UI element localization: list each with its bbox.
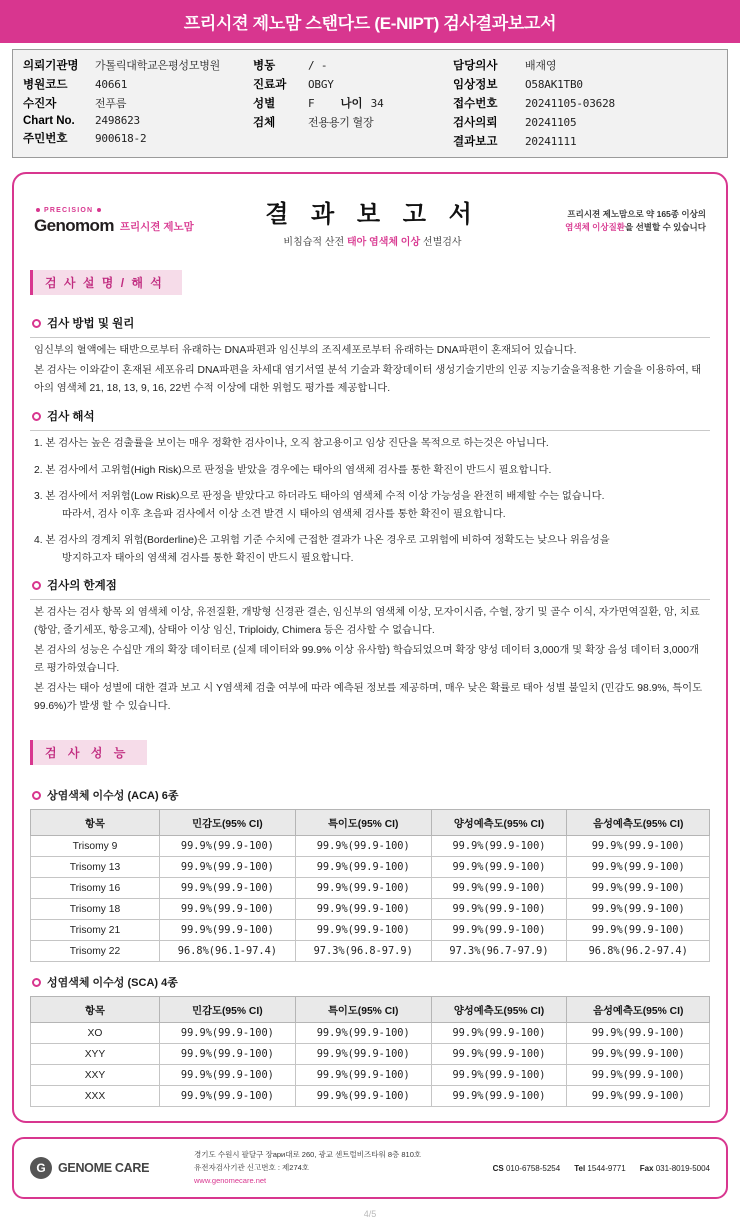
label-clinical-info: 임상정보 <box>453 79 498 91</box>
report-card-subtitle <box>224 233 521 248</box>
label-department: 진료과 <box>253 79 287 91</box>
cell-specificity: 97.3%(96.8-97.9) <box>295 941 431 962</box>
label-report-date: 결과보고 <box>453 136 498 148</box>
report-card-title-wrap <box>224 194 521 248</box>
list-item-continuation: 방지하고자 태아의 염색체 검사를 통한 확진이 반드시 필요합니다. <box>62 552 354 564</box>
column-header-ppv: 양성예측도(95% CI) <box>431 810 567 836</box>
value-chart-no: 2498623 <box>95 114 140 127</box>
cell-ppv: 99.9%(99.9-100) <box>431 1065 567 1086</box>
patient-info-box <box>12 49 728 158</box>
note-line-2 <box>521 221 706 234</box>
cell-item: XYY <box>31 1044 160 1065</box>
patient-info-column-3 <box>453 57 708 149</box>
column-header-npv: 음성예측도(95% CI) <box>567 997 710 1023</box>
cell-specificity: 99.9%(99.9-100) <box>295 920 431 941</box>
column-header-npv: 음성예측도(95% CI) <box>567 810 710 836</box>
cell-npv: 99.9%(99.9-100) <box>567 920 710 941</box>
dot-icon-left <box>36 208 40 212</box>
info-row-patient-name <box>23 95 253 111</box>
note-line-1 <box>521 208 706 221</box>
label-age: 나이 <box>340 98 363 110</box>
cell-item: Trisomy 18 <box>31 899 160 920</box>
value-specimen: 전용용기 혈장 <box>308 117 374 129</box>
note-line1-text: 으로 약 165종 이상의 <box>627 209 706 220</box>
subheading-method-label: 검사 방법 및 원리 <box>47 318 135 330</box>
contact-fax-label: Fax <box>639 1163 654 1173</box>
value-doctor: 배재영 <box>525 60 557 72</box>
table-row <box>31 920 710 941</box>
performance-table-aca <box>30 809 710 962</box>
limitations-paragraph-2: 본 검사의 성능은 수십만 개의 확장 데이터로 (실제 데이터와 99.9% 이상 유사함) 학습되었으며 확장 양성 데이터 3,000개 및 확장 음성 데이터 3,000개로 평가하였습니다. <box>34 645 699 675</box>
value-hospital-code: 40661 <box>95 78 128 91</box>
cell-ppv: 97.3%(96.7-97.9) <box>431 941 567 962</box>
footer-card <box>12 1137 728 1199</box>
label-hospital-code: 병원코드 <box>23 79 68 91</box>
limitations-paragraph-1: 본 검사는 검사 항목 외 염색체 이상, 유전질환, 개방형 신경관 결손, 임신부의 염색체 이상, 모자이시즘, 수혈, 장기 및 골수 이식, 자가면역질환, 암, 치료 (항암, 줄기세포, 항응고제), 삼태아 이상 임신, Triploidy, Chimera 등은 검사할 수 없습니다. <box>34 607 700 637</box>
column-header-item: 항목 <box>31 997 160 1023</box>
note-line2-text: 을 선별할 수 있습니다 <box>625 222 706 232</box>
subtitle-prefix: 비침습적 산전 <box>283 237 347 248</box>
label-sex: 성별 <box>253 98 276 110</box>
label-patient-name: 수진자 <box>23 98 57 110</box>
value-sex: F <box>308 97 315 110</box>
table-row <box>31 836 710 857</box>
ring-bullet-icon <box>32 319 41 328</box>
info-row-specimen <box>253 114 453 130</box>
list-item: 1. 본 검사는 높은 검출률을 보이는 매우 정확한 검사이나, 오직 참고용이고 임상 진단을 목적으로 하는것은 아닙니다. <box>34 438 549 450</box>
value-request-date: 20241105 <box>525 116 577 129</box>
brand-precision-line <box>36 207 224 214</box>
subheading-limitations <box>32 577 710 593</box>
cell-npv: 99.9%(99.9-100) <box>567 1044 710 1065</box>
cell-specificity: 99.9%(99.9-100) <box>295 1065 431 1086</box>
ring-bullet-icon <box>32 791 41 800</box>
list-item-text: 4. 본 검사의 경계치 위험(Borderline)은 고위험 기준 수치에 근접한 결과가 나온 경우로 고위험에 비하여 정확도는 낮으나 위음성을 <box>34 535 610 547</box>
cell-ppv: 99.9%(99.9-100) <box>431 1086 567 1107</box>
info-row-ward <box>253 57 453 73</box>
cell-ppv: 99.9%(99.9-100) <box>431 878 567 899</box>
contact-cs-value: 010-6758-5254 <box>505 1163 561 1173</box>
column-header-sensitivity: 민감도(95% CI) <box>160 810 296 836</box>
cell-npv: 99.9%(99.9-100) <box>567 878 710 899</box>
label-doctor: 담당의사 <box>453 60 498 72</box>
value-institution: 가톨릭대학교은평성모병원 <box>95 60 221 72</box>
cell-ppv: 99.9%(99.9-100) <box>431 920 567 941</box>
section-heading-explanation: 검 사 설 명 / 해 석 <box>30 270 182 295</box>
cell-specificity: 99.9%(99.9-100) <box>295 836 431 857</box>
list-item-text: 3. 본 검사에서 저위험(Low Risk)으로 판정을 받았다고 하더라도 태아의 염색체 수적 이상 가능성을 완전히 배제할 수는 없습니다. <box>34 491 605 503</box>
note-line2-highlight: 염색체 이상질환 <box>565 222 625 232</box>
label-chart-no: Chart No. <box>23 115 75 127</box>
cell-item: Trisomy 22 <box>31 941 160 962</box>
cell-item: Trisomy 16 <box>31 878 160 899</box>
cell-sensitivity: 99.9%(99.9-100) <box>160 836 296 857</box>
table-row <box>31 857 710 878</box>
table-header-row <box>31 997 710 1023</box>
page-number: 4/5 <box>363 1209 377 1220</box>
contact-fax-value: 031-8019-5004 <box>655 1163 710 1173</box>
website-link[interactable]: www.genomecare.net <box>194 1175 267 1185</box>
subtitle-highlight: 태아 염색체 이상 <box>346 237 421 248</box>
report-card <box>12 172 728 1123</box>
brand-block <box>34 207 224 236</box>
divider-limitations <box>30 599 710 600</box>
label-ward: 병동 <box>253 60 276 72</box>
info-row-doctor <box>453 57 708 73</box>
cell-item: XXX <box>31 1086 160 1107</box>
cell-npv: 99.9%(99.9-100) <box>567 836 710 857</box>
address-line-1: 경기도 수원시 팔달구 장ари대로 260, 광교 센트럴비즈타워 8층 810호 <box>194 1150 422 1160</box>
cell-item: XO <box>31 1023 160 1044</box>
cell-ppv: 99.9%(99.9-100) <box>431 1023 567 1044</box>
info-row-clinical-info <box>453 76 708 92</box>
cell-npv: 96.8%(96.2-97.4) <box>567 941 710 962</box>
info-row-institution <box>23 57 253 73</box>
genome-care-logo-text: GENOME CARE <box>58 1161 150 1176</box>
table-row <box>31 899 710 920</box>
ring-bullet-icon <box>32 978 41 987</box>
divider-method <box>30 337 710 338</box>
cell-item: Trisomy 13 <box>31 857 160 878</box>
divider-interpretation <box>30 430 710 431</box>
cell-sensitivity: 99.9%(99.9-100) <box>160 878 296 899</box>
cell-specificity: 99.9%(99.9-100) <box>295 1023 431 1044</box>
brand-name-kr: 프리시젼 제노맘 <box>119 220 194 233</box>
value-ward: / - <box>308 59 328 72</box>
genome-care-mark-icon: G <box>30 1157 52 1179</box>
value-age: 34 <box>370 97 384 110</box>
table-row <box>31 1023 710 1044</box>
cell-specificity: 99.9%(99.9-100) <box>295 899 431 920</box>
contact-cs <box>493 1164 561 1173</box>
patient-info-column-1 <box>23 57 253 149</box>
cell-npv: 99.9%(99.9-100) <box>567 1023 710 1044</box>
cell-item: Trisomy 21 <box>31 920 160 941</box>
cell-sensitivity: 99.9%(99.9-100) <box>160 1044 296 1065</box>
cell-sensitivity: 99.9%(99.9-100) <box>160 1023 296 1044</box>
footer-contact <box>493 1164 710 1173</box>
subheading-method <box>32 315 710 331</box>
info-row-sex-age <box>253 95 453 111</box>
label-specimen: 검체 <box>253 117 276 129</box>
table-label-aca-text: 상염색체 이수성 (ACA) 6종 <box>47 790 179 803</box>
patient-info-column-2 <box>253 57 453 149</box>
list-item-continuation: 따라서, 검사 이후 초음파 검사에서 이상 소견 발견 시 태아의 염색체 검사를 통한 확진이 필요합니다. <box>62 508 506 520</box>
column-header-sensitivity: 민감도(95% CI) <box>160 997 296 1023</box>
cell-specificity: 99.9%(99.9-100) <box>295 878 431 899</box>
column-header-item: 항목 <box>31 810 160 836</box>
cell-ppv: 99.9%(99.9-100) <box>431 836 567 857</box>
contact-tel-value: 1544-9771 <box>587 1163 626 1173</box>
column-header-ppv: 양성예측도(95% CI) <box>431 997 567 1023</box>
label-institution: 의뢰기관명 <box>23 60 79 72</box>
subheading-interpretation <box>32 408 710 424</box>
cell-item: XXY <box>31 1065 160 1086</box>
cell-npv: 99.9%(99.9-100) <box>567 1086 710 1107</box>
value-accession-no: 20241105-03628 <box>525 97 615 110</box>
cell-ppv: 99.9%(99.9-100) <box>431 899 567 920</box>
table-header-row <box>31 810 710 836</box>
label-accession-no: 접수번호 <box>453 98 498 110</box>
list-item: 2. 본 검사에서 고위험(High Risk)으로 판정을 받았을 경우에는 태아의 염색체 검사를 통한 확진이 반드시 필요합니다. <box>34 464 552 476</box>
contact-fax <box>640 1164 710 1173</box>
info-row-chart-no <box>23 114 253 127</box>
address-line-2: 유전자검사기관 신고번호 : 제274호 <box>194 1162 310 1172</box>
info-row-department <box>253 76 453 92</box>
dot-icon-right <box>97 208 101 212</box>
subheading-interpretation-label: 검사 해석 <box>47 411 95 424</box>
cell-specificity: 99.9%(99.9-100) <box>295 857 431 878</box>
cell-npv: 99.9%(99.9-100) <box>567 899 710 920</box>
brand-name: Genomom <box>34 215 114 235</box>
section-heading-performance: 검 사 성 능 <box>30 740 147 765</box>
column-header-specificity: 특이도(95% CI) <box>295 997 431 1023</box>
info-row-report-date <box>453 133 708 149</box>
ring-bullet-icon <box>32 412 41 421</box>
subtitle-suffix: 선별검사 <box>420 237 462 248</box>
cell-specificity: 99.9%(99.9-100) <box>295 1086 431 1107</box>
cell-item: Trisomy 9 <box>31 836 160 857</box>
cell-specificity: 99.9%(99.9-100) <box>295 1044 431 1065</box>
list-item <box>34 532 708 567</box>
report-card-note <box>521 208 706 234</box>
method-paragraph-2: 본 검사는 이와같이 혼재된 세포유리 DNA파편을 차세대 염기서열 분석 기술과 확장데이터 생성기술기반의 인공 지능기술을적용한 기술을 이용하여, 태아의 염색체 21, 18, 13, 9, 16, 22번 수적 이상에 대한 위험도 평가를 제공합니다. <box>34 365 702 395</box>
genome-care-logo <box>30 1157 180 1179</box>
ring-bullet-icon <box>32 581 41 590</box>
report-card-title: 결 과 보 고 서 <box>265 201 480 228</box>
table-row <box>31 1065 710 1086</box>
report-card-header <box>30 188 710 262</box>
contact-tel-label: Tel <box>574 1163 586 1173</box>
cell-sensitivity: 99.9%(99.9-100) <box>160 920 296 941</box>
table-label-sca-text: 성염색체 이수성 (SCA) 4종 <box>47 977 178 990</box>
value-clinical-info: O58AK1TB0 <box>525 78 583 91</box>
value-patient-name: 전푸름 <box>95 98 127 110</box>
cell-ppv: 99.9%(99.9-100) <box>431 1044 567 1065</box>
subheading-limitations-label: 검사의 한계점 <box>47 580 117 593</box>
label-resident-no: 주민번호 <box>23 133 68 145</box>
info-row-resident-no <box>23 130 253 146</box>
info-row-hospital-code <box>23 76 253 92</box>
brand-main-line <box>34 216 224 236</box>
column-header-specificity: 특이도(95% CI) <box>295 810 431 836</box>
cell-sensitivity: 96.8%(96.1-97.4) <box>160 941 296 962</box>
label-request-date: 검사의뢰 <box>453 117 498 129</box>
method-paragraph-1: 임신부의 혈액에는 태반으로부터 유래하는 DNA파편과 임신부의 조직세포로부터 유래하는 DNA파편이 혼재되어 있습니다. <box>34 345 577 356</box>
info-row-request-date <box>453 114 708 130</box>
cell-sensitivity: 99.9%(99.9-100) <box>160 857 296 878</box>
brand-precision-label: PRECISION <box>44 206 94 214</box>
value-department: OBGY <box>308 78 334 91</box>
table-row <box>31 1086 710 1107</box>
performance-table-sca <box>30 996 710 1107</box>
contact-tel <box>574 1164 625 1173</box>
value-resident-no: 900618-2 <box>95 132 147 145</box>
table-row <box>31 1044 710 1065</box>
footer-address <box>194 1149 479 1187</box>
table-row <box>31 941 710 962</box>
report-title-bar: 프리시젼 제노맘 스탠다드 (E-NIPT) 검사결과보고서 <box>0 0 740 43</box>
value-report-date: 20241111 <box>525 135 577 148</box>
cell-npv: 99.9%(99.9-100) <box>567 1065 710 1086</box>
list-item <box>34 488 708 523</box>
table-label-sca <box>32 974 710 990</box>
info-row-accession-no <box>453 95 708 111</box>
cell-sensitivity: 99.9%(99.9-100) <box>160 1065 296 1086</box>
contact-cs-label: CS <box>492 1163 504 1173</box>
table-row <box>31 878 710 899</box>
cell-sensitivity: 99.9%(99.9-100) <box>160 1086 296 1107</box>
cell-sensitivity: 99.9%(99.9-100) <box>160 899 296 920</box>
limitations-paragraph-3: 본 검사는 태아 성별에 대한 결과 보고 시 Y염색체 검출 여부에 따라 예측된 정보를 제공하며, 매우 낮은 확률로 태아 성별 불일치 (민감도 98.9%, 특이도 99.6%)가 발생 할 수 있습니다. <box>34 683 703 713</box>
table-label-aca <box>32 787 710 803</box>
cell-npv: 99.9%(99.9-100) <box>567 857 710 878</box>
cell-ppv: 99.9%(99.9-100) <box>431 857 567 878</box>
interpretation-list <box>34 435 708 567</box>
note-brand: 프리시젼 제노맘 <box>567 209 628 220</box>
